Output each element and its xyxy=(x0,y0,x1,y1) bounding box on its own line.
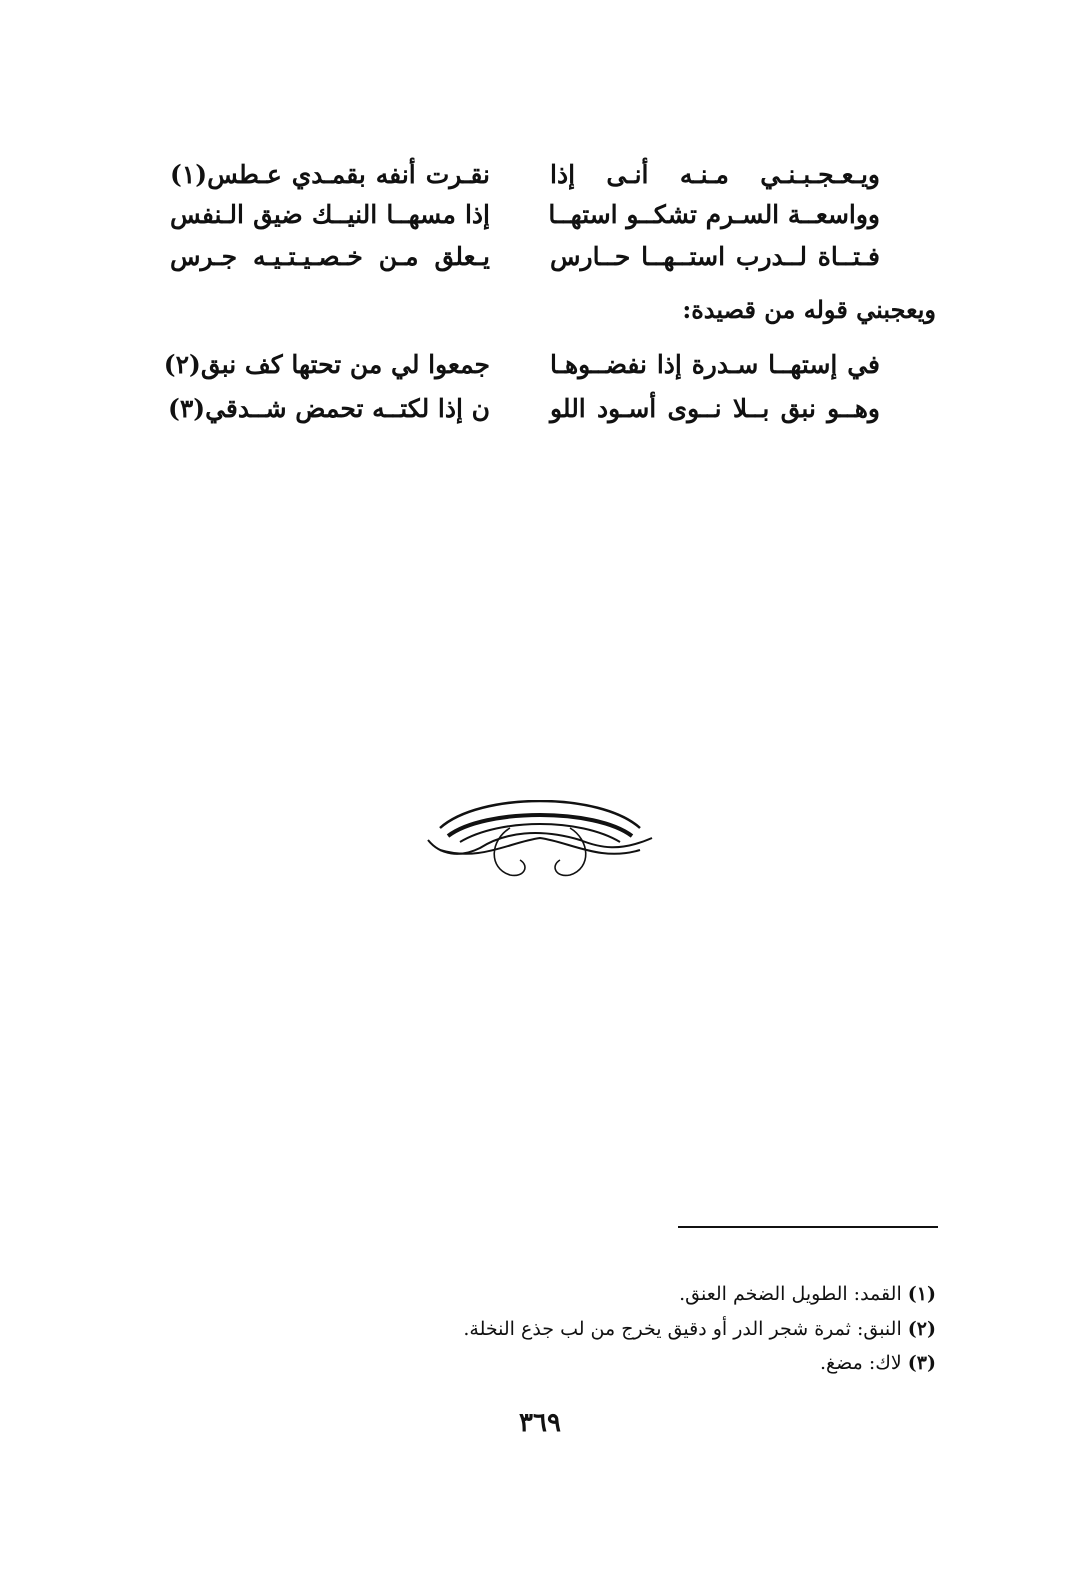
footnote-number: (٢) xyxy=(907,1318,936,1340)
verse-line xyxy=(0,198,1076,238)
verse-second-hemistich: نقـرت أنفه بقمـدي عـطس(١) xyxy=(170,160,490,189)
footnote xyxy=(679,1283,936,1305)
verse-second-hemistich: يـعلق مـن خـصـيـتـيـه جـرس xyxy=(170,242,490,271)
footnote xyxy=(820,1352,936,1374)
verse-second-hemistich: ن إذا لكتــه تحمض شــدقي(٣) xyxy=(167,394,490,423)
verse-first-hemistich: ويـعـجـبـنـي مـنـه أنـى إذا xyxy=(550,160,880,189)
footnote xyxy=(463,1318,936,1340)
intro-line: ويعجبني قوله من قصيدة: xyxy=(682,295,936,324)
verse-line xyxy=(0,348,1076,388)
verse-first-hemistich: وواسعــة السـرم تشكــو استهــا xyxy=(548,200,880,229)
verse-second-hemistich: جمعوا لي من تحتها كف نبق(٢) xyxy=(163,350,490,379)
verse-first-hemistich: في إستهــا سـدرة إذا نفضــوهـا xyxy=(550,350,880,379)
footnote-text: لاك: مضغ. xyxy=(819,1352,902,1374)
page-number: ٣٦٩ xyxy=(519,1408,561,1438)
footnote-number: (١) xyxy=(907,1283,936,1305)
verse-first-hemistich: وهــو نبق بــلا نــوى أسـود اللو xyxy=(550,394,880,423)
footnote-text: القمد: الطويل الضخم العنق. xyxy=(679,1283,902,1305)
verse-line xyxy=(0,240,1076,280)
verse-first-hemistich: فـتــاة لــدرب استــهــا حــارس xyxy=(550,242,880,271)
verse-second-hemistich: إذا مسهــا النيــك ضيق الـنفس xyxy=(170,200,490,229)
decorative-ornament xyxy=(420,800,660,885)
footnote-separator xyxy=(678,1226,938,1228)
footnote-number: (٣) xyxy=(907,1352,936,1374)
verse-line xyxy=(0,392,1076,432)
footnote-text: النبق: ثمرة شجر الدر أو دقيق يخرج من لب جذع النخلة. xyxy=(463,1318,902,1340)
verse-line xyxy=(0,158,1076,198)
